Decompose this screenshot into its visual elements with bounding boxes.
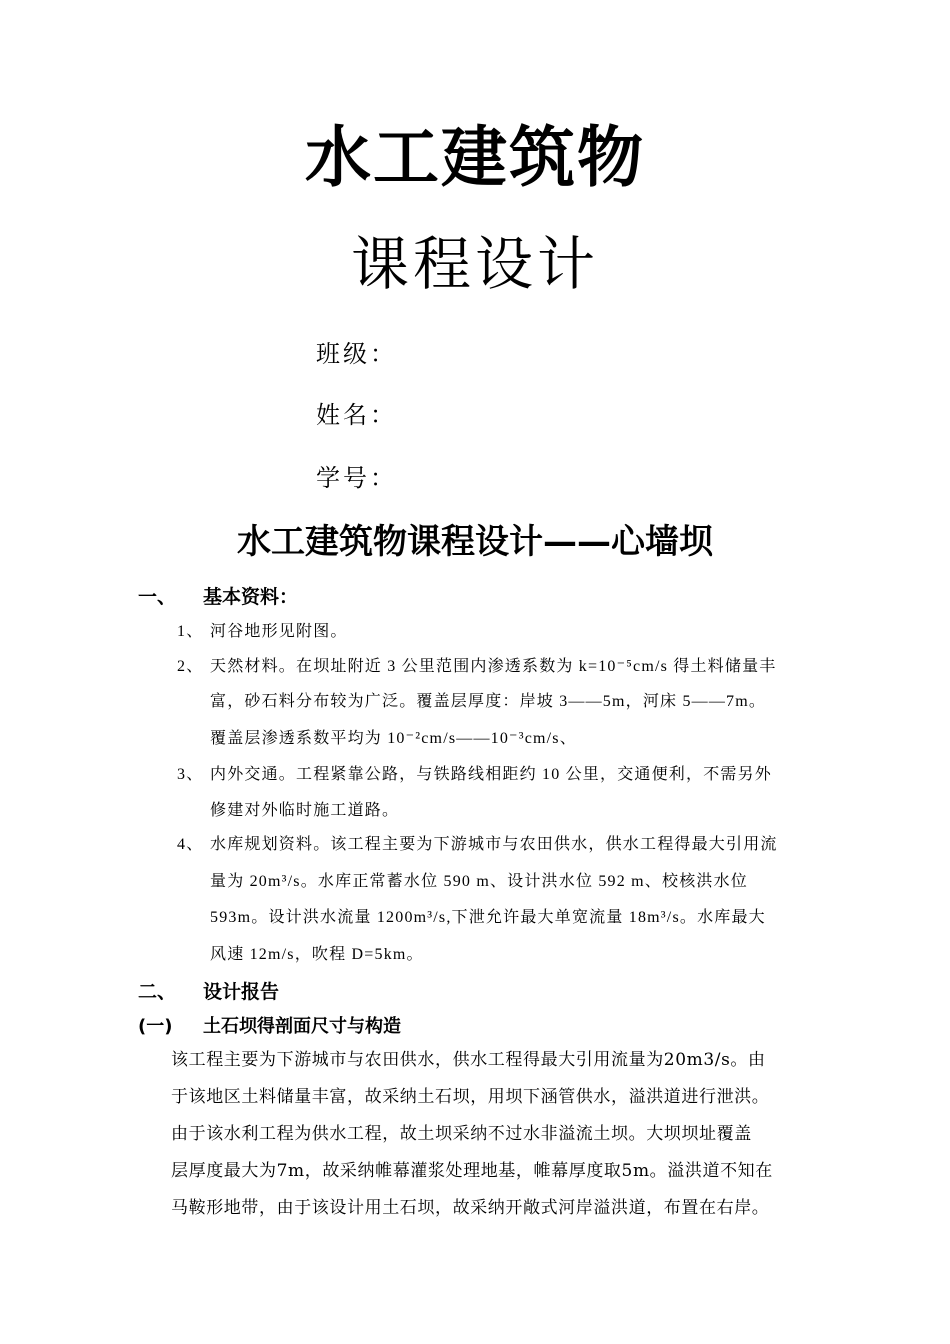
subsection-1-number: (一) bbox=[138, 1016, 173, 1037]
section-2-title: 设计报告 bbox=[203, 981, 280, 1003]
item-4-line-2: 量为 20m³/s。水库正常蓄水位 590 m、设计洪水位 592 m、校核洪水位 bbox=[210, 873, 749, 890]
paragraph-line-2: 于该地区土料储量丰富，故采纳土石坝，用坝下涵管供水，溢洪道进行泄洪。 bbox=[171, 1087, 770, 1107]
item-3-line-1: 内外交通。工程紧靠公路，与铁路线相距约 10 公里，交通便利，不需另外 bbox=[210, 766, 773, 783]
cover-title: 水工建筑物 bbox=[305, 119, 645, 196]
cover-subtitle: 课程设计 bbox=[350, 230, 599, 298]
document-heading: 水工建筑物课程设计——心墙坝 bbox=[237, 522, 713, 562]
item-2-line-1: 天然材料。在坝址附近 3 公里范围内渗透系数为 k=10⁻⁵cm/s 得土料储量丰 bbox=[210, 658, 777, 675]
item-1-line-1: 河谷地形见附图。 bbox=[210, 623, 348, 640]
item-2-number: 2、 bbox=[177, 658, 204, 675]
section-1-number: 一、 bbox=[138, 586, 177, 608]
student-id-field-label: 学号： bbox=[316, 464, 397, 492]
section-2-number: 二、 bbox=[138, 981, 177, 1003]
item-3-number: 3、 bbox=[177, 766, 204, 783]
item-2-line-2: 富，砂石料分布较为广泛。覆盖层厚度：岸坡 3——5m，河床 5——7m。 bbox=[210, 693, 767, 710]
paragraph-line-3: 由于该水利工程为供水工程，故土坝采纳不过水非溢流土坝。大坝坝址覆盖 bbox=[171, 1124, 752, 1144]
item-3-line-2: 修建对外临时施工道路。 bbox=[210, 802, 400, 819]
paragraph-line-5: 马鞍形地带，由于该设计用土石坝，故采纳开敞式河岸溢洪道，布置在右岸。 bbox=[171, 1198, 770, 1218]
item-4-number: 4、 bbox=[177, 836, 204, 853]
subsection-1-title: 土石坝得剖面尺寸与构造 bbox=[203, 1016, 401, 1037]
item-4-line-3: 593m。设计洪水流量 1200m³/s,下泄允许最大单宽流量 18m³/s。水库最大 bbox=[210, 909, 766, 926]
paragraph-line-1: 该工程主要为下游城市与农田供水，供水工程得最大引用流量为20m3/s。由 bbox=[171, 1050, 766, 1070]
item-1-number: 1、 bbox=[177, 623, 204, 640]
class-field-label: 班级： bbox=[316, 340, 397, 368]
section-1-title: 基本资料： bbox=[203, 586, 299, 608]
item-4-line-4: 风速 12m/s，吹程 D=5km。 bbox=[210, 946, 424, 963]
paragraph-line-4: 层厚度最大为7m，故采纳帷幕灌浆处理地基，帷幕厚度取5m。溢洪道不知在 bbox=[171, 1161, 773, 1181]
item-2-line-3: 覆盖层渗透系数平均为 10⁻²cm/s——10⁻³cm/s、 bbox=[210, 730, 577, 747]
item-4-line-1: 水库规划资料。该工程主要为下游城市与农田供水，供水工程得最大引用流 bbox=[210, 836, 778, 853]
name-field-label: 姓名： bbox=[316, 401, 397, 429]
